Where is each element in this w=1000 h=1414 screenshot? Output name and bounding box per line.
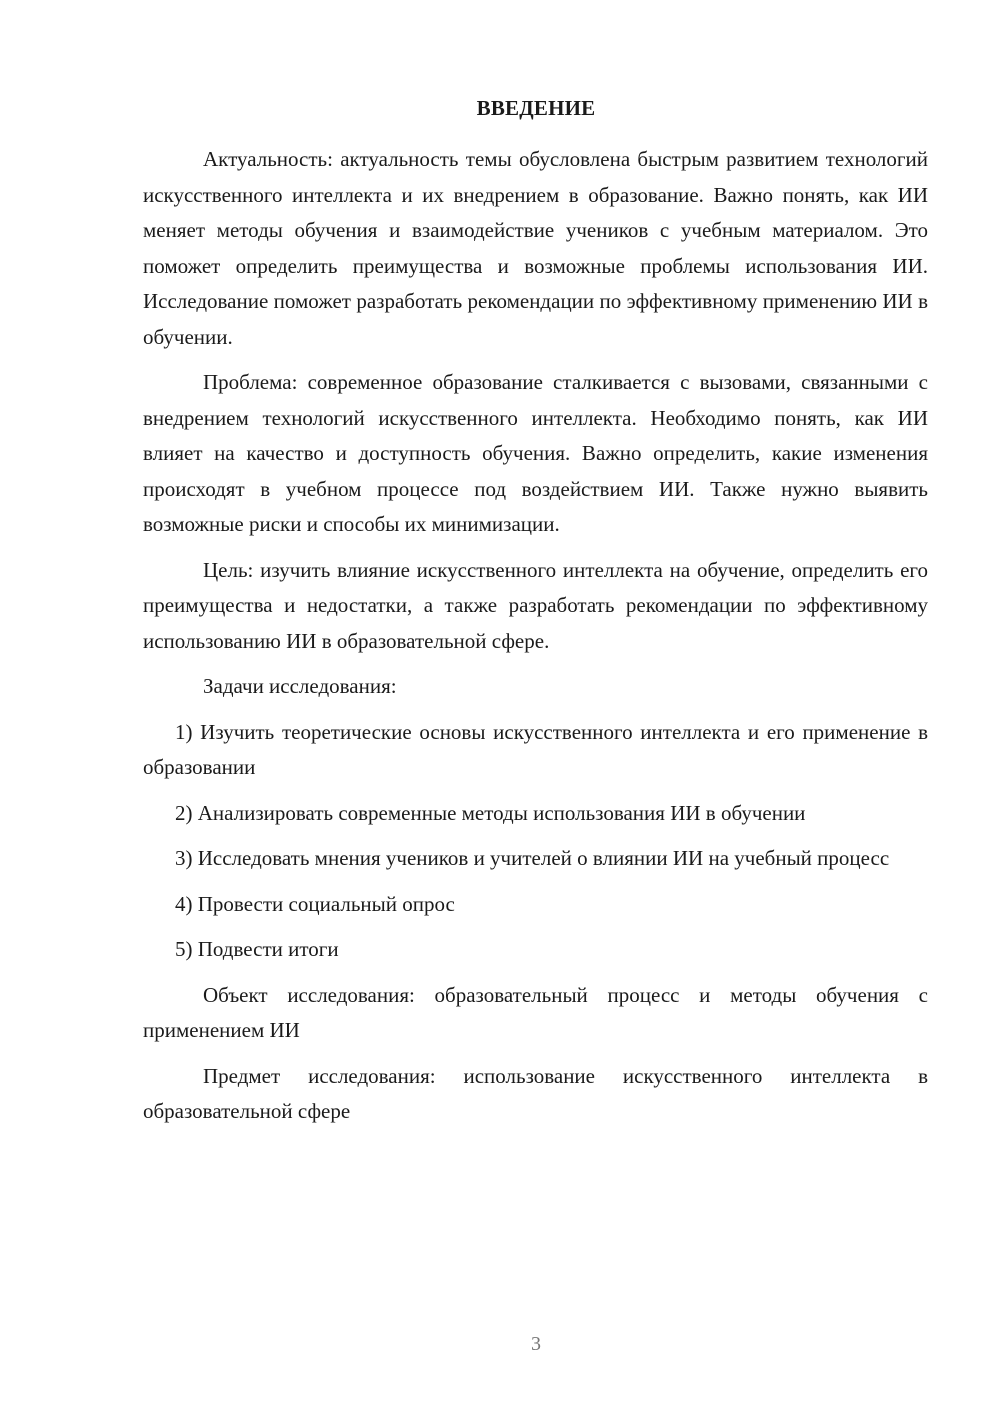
section-heading: ВВЕДЕНИЕ bbox=[476, 96, 596, 120]
object-paragraph: Объект исследования: образовательный процесс и методы обучения с применением ИИ bbox=[143, 982, 928, 1042]
subject-paragraph: Предмет исследования: использование искусственного интеллекта в образовательной сфере bbox=[143, 1063, 928, 1123]
task-item: 3) Исследовать мнения учеников и учителей о влиянии ИИ на учебный процесс bbox=[175, 846, 890, 870]
task-item: 1) Изучить теоретические основы искусственного интеллекта и его применение в образовании bbox=[143, 719, 928, 779]
relevance-paragraph: Актуальность: актуальность темы обусловлена быстрым развитием технологий искусственного интеллекта и их внедрением в образование. Важно понять, как ИИ меняет методы обучения и взаимодействие учеников с учебным материалом. Это поможет определить преимущества и возможные проблемы использования ИИ. Исследование поможет разработать рекомендации по эффективному применению ИИ в обучении. bbox=[143, 147, 928, 349]
goal-paragraph: Цель: изучить влияние искусственного интеллекта на обучение, определить его преимущества и недостатки, а также разработать рекомендации по эффективному использованию ИИ в образовательной сфере. bbox=[143, 557, 928, 653]
document-body bbox=[143, 142, 928, 1140]
task-item: 2) Анализировать современные методы использования ИИ в обучении bbox=[175, 800, 806, 825]
problem-paragraph: Проблема: современное образование сталкивается с вызовами, связанными с внедрением технологий искусственного интеллекта. Необходимо понять, как ИИ влияет на качество и доступность обучения. Важно определить, какие изменения происходят в учебном процессе под воздействием ИИ. Также нужно выявить возможные риски и способы их минимизации. bbox=[143, 370, 928, 536]
tasks-intro: Задачи исследования: bbox=[203, 674, 397, 698]
task-item: 4) Провести социальный опрос bbox=[175, 891, 455, 916]
page-number: 3 bbox=[531, 1333, 541, 1355]
task-item: 5) Подвести итоги bbox=[175, 937, 339, 961]
